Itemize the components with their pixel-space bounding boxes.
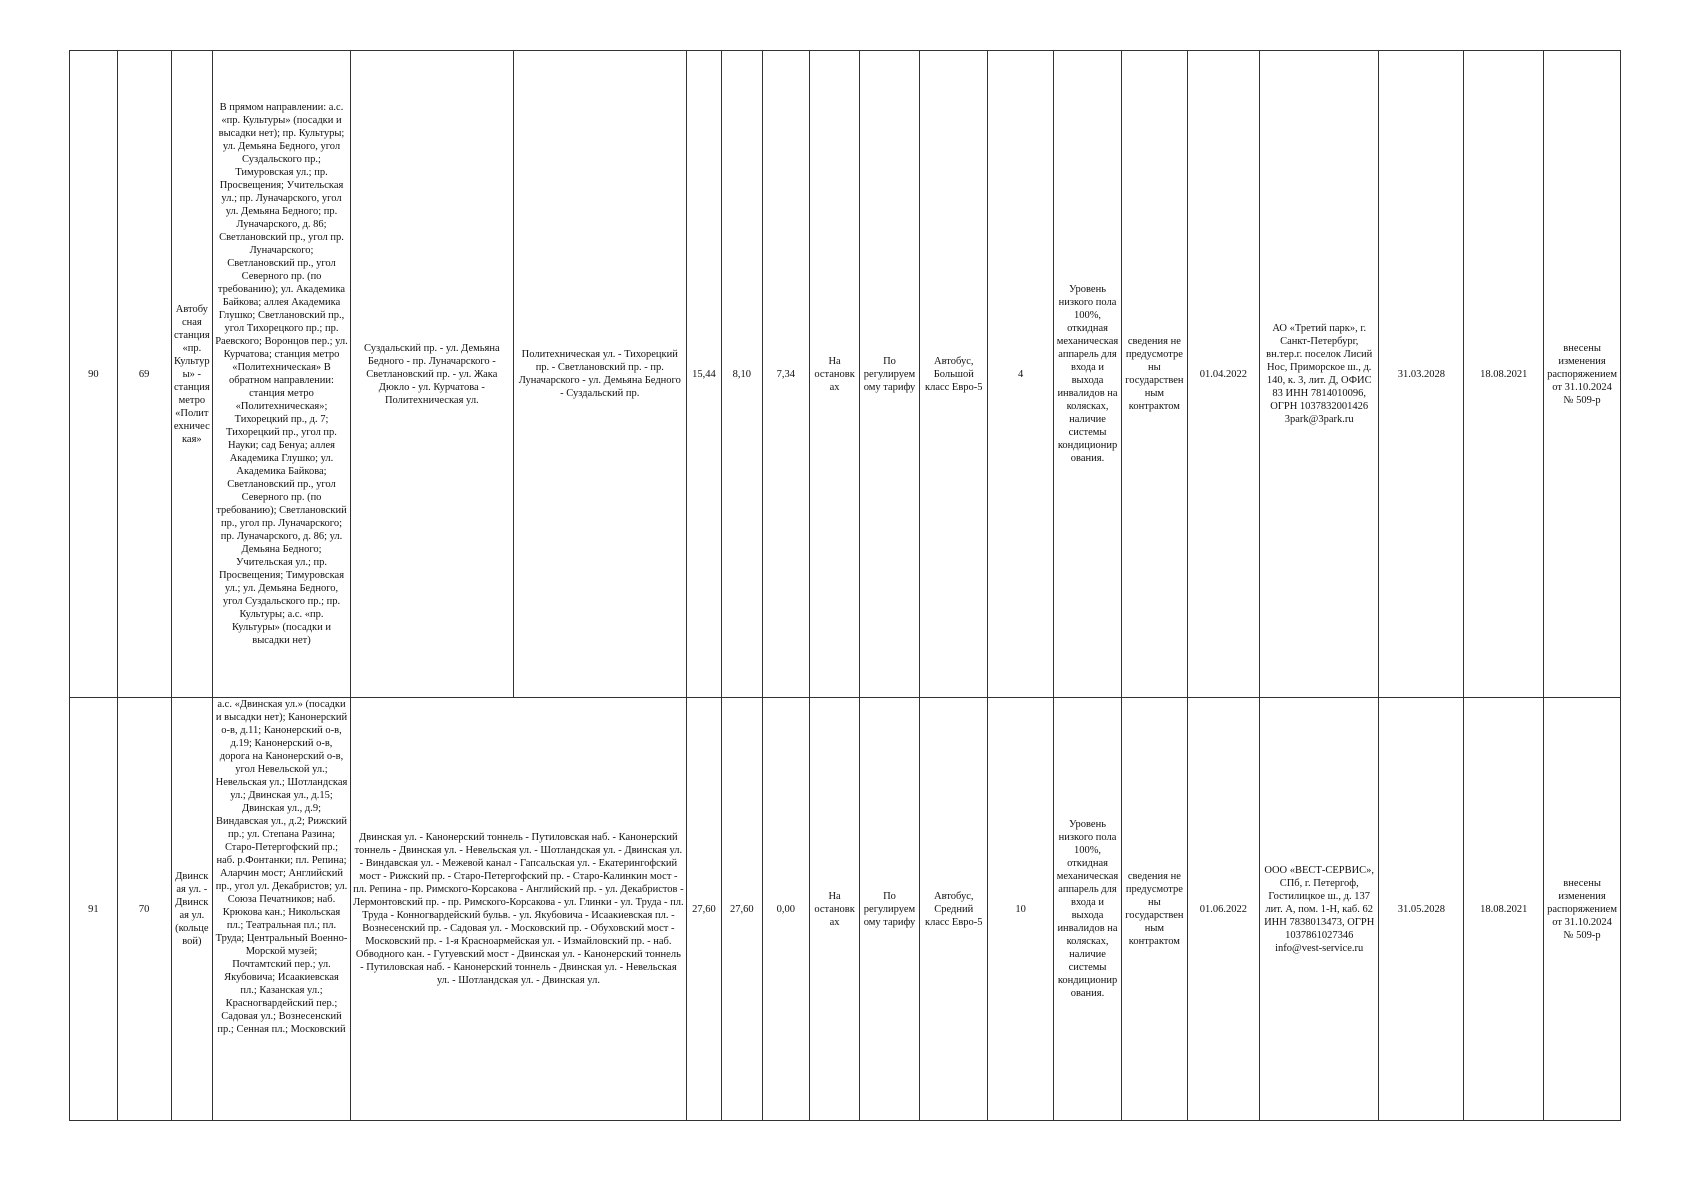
registration-date: 18.08.2021 [1464, 698, 1544, 1121]
route-length-forward: 27,60 [686, 698, 721, 1121]
table-row [70, 51, 1621, 698]
route-length-backward: 27,60 [722, 698, 762, 1121]
vehicle-type: Автобус, Большой класс Евро-5 [920, 51, 988, 698]
fare-type: По регулируемому тарифу [859, 698, 919, 1121]
vehicle-type: Автобус, Средний класс Евро-5 [920, 698, 988, 1121]
streets-backward: Политехническая ул. - Тихорецкий пр. - Светлановский пр. - пр. Луначарского - ул. Демьяна Бедного - Суздальский пр. [513, 51, 686, 698]
registry-number: 90 [70, 51, 118, 698]
registration-date: 18.08.2021 [1464, 51, 1544, 698]
stops-list [213, 51, 351, 698]
fare-type: По регулируемому тарифу [859, 51, 919, 698]
stops-list [213, 698, 351, 1121]
route-number: 69 [117, 51, 171, 698]
streets-forward: Суздальский пр. - ул. Демьяна Бедного - пр. Луначарского - Светлановский пр. - ул. Жака Дюкло - ул. Курчатова - Политехническая ул. [350, 51, 513, 698]
streets-forward: Двинская ул. - Канонерский тоннель - Путиловская наб. - Канонерский тоннель - Двинская ул. - Невельская ул. - Шотландская ул. - Двинская ул. - Виндавская ул. - Межевой канал - Гапсальская ул. - Екатерингофский мост - Рижский пр. - Старо-Петергофский пр. - Старо-Калинкин мост - пл. Репина - пр. Римского-Корсакова - Английский пр. - ул. Декабристов - Лермонтовский пр. - пр. Римского-Корсакова - ул. Глинки - ул. Труда - пл. Труда - Конногвардейский бульв. - ул. Якубовича - Исаакиевская пл. - Вознесенский пр. - Садовая ул. - Московский пр. - Обуховский мост - Московский пр. - 1-я Красноармейская ул. - Измайловский пр. - наб. Обводного кан. - Гутуевский мост - Двинская ул. - Канонерский тоннель - Путиловская наб. - Канонерский тоннель - Двинская ул. - Невельская ул. - Шотландская ул. - Двинская ул. [350, 698, 686, 1121]
route-length-forward: 15,44 [686, 51, 721, 698]
start-date: 01.04.2022 [1187, 51, 1260, 698]
carrier-info: АО «Третий парк», г. Санкт-Петербург, вн.тер.г. поселок Лисий Нос, Приморское ш., д. 140, к. 3, лит. Д, ОФИС 83 ИНН 7814010096, ОГРН 1037832001426 3park@3park.ru [1260, 51, 1379, 698]
end-date: 31.03.2028 [1379, 51, 1464, 698]
route-length-backward: 8,10 [722, 51, 762, 698]
registry-number: 91 [70, 698, 118, 1121]
table-row [70, 698, 1621, 1121]
contract-info: сведения не предусмотрены государственным контрактом [1122, 698, 1187, 1121]
vehicle-count: 4 [988, 51, 1053, 698]
stop-order: На остановках [810, 698, 860, 1121]
vehicle-count: 10 [988, 698, 1053, 1121]
vehicle-characteristics: Уровень низкого пола 100%, откидная механическая аппарель для входа и выхода инвалидов на колясках, наличие системы кондиционирования. [1053, 698, 1121, 1121]
route-registry-table [69, 50, 1621, 1121]
changes-note: внесены изменения распоряжением от 31.10.2024 № 509-р [1544, 51, 1621, 698]
stop-order: На остановках [810, 51, 860, 698]
start-date: 01.06.2022 [1187, 698, 1260, 1121]
carrier-info: ООО «ВЕСТ-СЕРВИС», СПб, г. Петергоф, Гостилицкое ш., д. 137 лит. А, пом. 1-Н, каб. 62 ИНН 7838013473, ОГРН 1037861027346 info@vest-service.ru [1260, 698, 1379, 1121]
route-number: 70 [117, 698, 171, 1121]
contract-info: сведения не предусмотрены государственным контрактом [1122, 51, 1187, 698]
route-length-extra: 7,34 [762, 51, 810, 698]
changes-note: внесены изменения распоряжением от 31.10.2024 № 509-р [1544, 698, 1621, 1121]
vehicle-characteristics: Уровень низкого пола 100%, откидная механическая аппарель для входа и выхода инвалидов на колясках, наличие системы кондиционирования. [1053, 51, 1121, 698]
route-length-extra: 0,00 [762, 698, 810, 1121]
stops-text: а.с. «Двинская ул.» (посадки и высадки нет); Канонерский о-в, д.11; Канонерский о-в, д.19; Канонерский о-в, дорога на Канонерский о-в, угол Невельской ул.; Невельская ул.; Шотландская ул.; Двинская ул., д.15; Двинская ул., д.9; Виндавская ул., д.2; Рижский пр.; ул. Степана Разина; Старо-Петергофский пр.; наб. р.Фонтанки; пл. Репина; Аларчин мост; Английский пр., угол ул. Декабристов; ул. Союза Печатников; наб. Крюкова кан.; Никольская пл.; Театральная пл.; пл. Труда; Центральный Военно-Морской музей; Почтамтский пер.; ул. Якубовича; Исаакиевская пл.; Казанская ул.; Красногвардейский пер.; Садовая ул.; Вознесенский пр.; Сенная пл.; Московский [215, 699, 348, 1035]
stops-text: В прямом направлении: а.с. «пр. Культуры» (посадки и высадки нет); пр. Культуры; ул. Демьяна Бедного, угол Суздальского пр.; Тимуровская ул.; пр. Просвещения; Учительская ул.; пр. Луначарского, угол ул. Демьяна Бедного; пр. Луначарского, д. 86; Светлановский пр., угол пр. Луначарского; Светлановский пр., угол Северного пр. (по требованию); ул. Академика Байкова; аллея Академика Глушко; Светлановский пр., угол Тихорецкого пр.; пр. Раевского; Воронцов пер.; ул. Курчатова; станция метро «Политехническая» В обратном направлении: станция метро «Политехническая»; Тихорецкий пр., д. 7; Тихорецкий пр., угол пр. Науки; сад Бенуа; аллея Академика Глушко; ул. Академика Байкова; Светлановский пр., угол Северного пр. (по требованию); Светлановский пр., угол пр. Луначарского; пр. Луначарского, д. 86; ул. Демьяна Бедного; Учительская ул.; пр. Просвещения; Тимуровская ул.; ул. Демьяна Бедного, угол Суздальского пр.; пр. Культуры; а.с. «пр. Культуры» (посадки и высадки нет) [215, 102, 348, 646]
route-name: Автобусная станция «пр. Культуры» - станция метро «Политехническая» [171, 51, 212, 698]
end-date: 31.05.2028 [1379, 698, 1464, 1121]
route-name: Двинская ул. - Двинская ул. (кольцевой) [171, 698, 212, 1121]
